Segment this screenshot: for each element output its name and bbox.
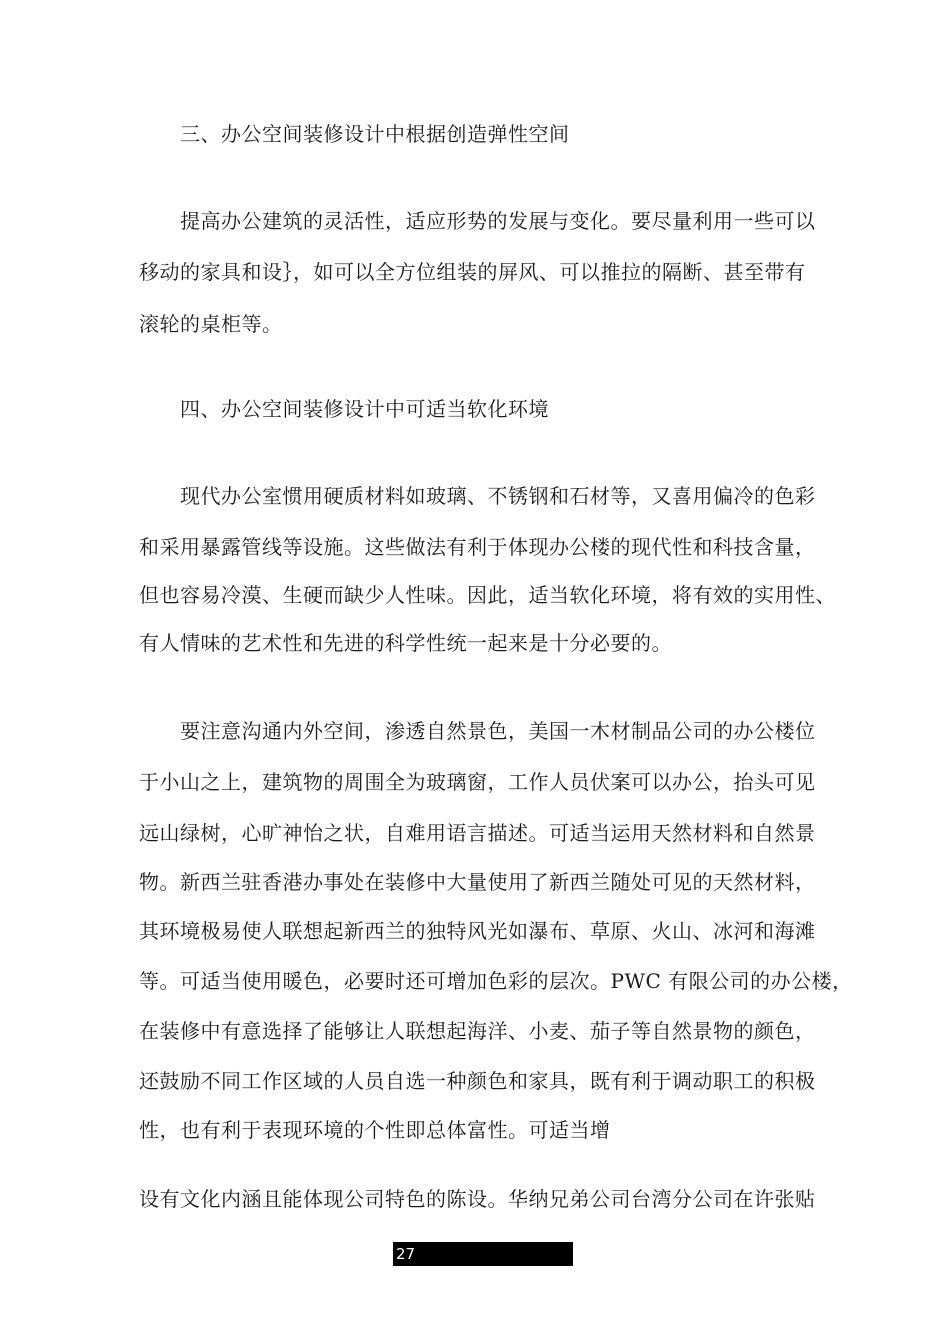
paragraph-line: 物。新西兰驻香港办事处在装修中大量使用了新西兰随处可见的天然材料， (139, 870, 816, 894)
paragraph-line: 其环境极易使人联想起新西兰的独特风光如瀑布、草原、火山、冰河和海滩 (139, 919, 816, 943)
section-heading-4: 四、办公空间装修设计中可适当软化环境 (180, 397, 549, 421)
paragraph-line: 现代办公室惯用硬质材料如玻璃、不锈钢和石材等，又喜用偏冷的色彩 (180, 484, 816, 508)
paragraph-line: 和采用暴露管线等设施。这些做法有利于体现办公楼的现代性和科技含量， (139, 535, 816, 559)
paragraph-line: 等。可适当使用暖色，必要时还可增加色彩的层次。PWC 有限公司的办公楼， (139, 969, 853, 993)
paragraph-line: 于小山之上，建筑物的周围全为玻璃窗，工作人员伏案可以办公，抬头可见 (139, 770, 816, 794)
paragraph-line: 有人情味的艺术性和先进的科学性统一起来是十分必要的。 (139, 631, 672, 655)
paragraph-line: 要注意沟通内外空间，渗透自然景色，美国一木材制品公司的办公楼位 (180, 719, 816, 743)
paragraph-line: 但也容易冷漠、生硬而缺少人性味。因此，适当软化环境，将有效的实用性、 (139, 583, 836, 607)
paragraph-line: 移动的家具和设｝，如可以全方位组装的屏风、可以推拉的隔断、甚至带有 (139, 260, 806, 284)
page-number-bar (393, 1242, 573, 1266)
paragraph-line: 远山绿树，心旷神怡之状，自难用语言描述。可适当运用天然材料和自然景 (139, 821, 816, 845)
paragraph-line: 性，也有利于表现环境的个性即总体富性。可适当增 (139, 1118, 611, 1142)
page-number: 27 (396, 1245, 416, 1263)
paragraph-line: 提高办公建筑的灵活性，适应形势的发展与变化。要尽量利用一些可以 (180, 209, 816, 233)
paragraph-line: 设有文化内涵且能体现公司特色的陈设。华纳兄弟公司台湾分公司在许张贴 (139, 1187, 816, 1211)
paragraph-line: 滚轮的桌柜等。 (139, 312, 283, 336)
section-heading-3: 三、办公空间装修设计中根据创造弹性空间 (180, 122, 570, 146)
paragraph-line: 在装修中有意选择了能够让人联想起海洋、小麦、茄子等自然景物的颜色， (139, 1019, 816, 1043)
paragraph-line: 还鼓励不同工作区域的人员自选一种颜色和家具，既有利于调动职工的积极 (139, 1069, 816, 1093)
